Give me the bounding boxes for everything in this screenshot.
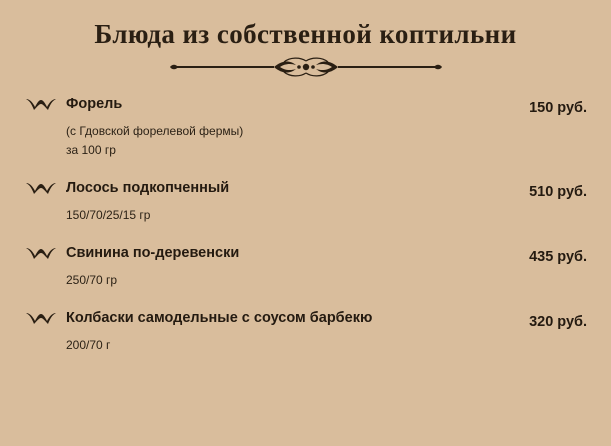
page-title: Блюда из собственной коптильни xyxy=(94,19,517,49)
flourish-divider-icon xyxy=(156,56,456,78)
bird-flourish-icon xyxy=(24,96,58,112)
menu-item-left xyxy=(22,245,239,261)
ornament-divider xyxy=(156,56,456,78)
menu-item-left xyxy=(22,310,372,326)
menu-item xyxy=(12,310,599,353)
menu-item-price: 510 руб. xyxy=(529,184,587,201)
menu-item-weight: 250/70 гр xyxy=(66,273,118,288)
bird-flourish-icon xyxy=(24,310,58,326)
menu-item-details xyxy=(66,337,589,353)
menu-item-price: 435 руб. xyxy=(529,249,587,266)
menu-item-left xyxy=(22,180,229,196)
menu-item-details xyxy=(66,272,589,288)
menu-item-row xyxy=(22,96,589,116)
menu-item xyxy=(12,96,599,158)
menu-item-row xyxy=(22,245,589,265)
menu-item xyxy=(12,245,599,288)
menu-item-left xyxy=(22,96,122,112)
menu-items-list xyxy=(12,96,599,354)
menu-item-weight: 150/70/25/15 гр xyxy=(66,208,151,223)
menu-item-name: Колбаски самодельные с соусом барбекю xyxy=(66,310,373,327)
menu-item-details xyxy=(66,207,589,223)
menu-item xyxy=(12,180,599,223)
menu-item-name: Лосось подкопченный xyxy=(66,180,230,197)
menu-item-note: (с Гдовской форелевой фермы) xyxy=(66,123,244,138)
menu-item-weight: 200/70 г xyxy=(66,338,111,353)
bird-flourish-icon xyxy=(24,245,58,261)
menu-item-weight: за 100 гр xyxy=(66,142,116,157)
menu-item-price: 320 руб. xyxy=(529,314,587,331)
menu-item-row xyxy=(22,310,589,330)
menu-item-price: 150 руб. xyxy=(529,99,587,116)
menu-item-name: Форель xyxy=(66,95,123,112)
menu-item-row xyxy=(22,180,589,200)
menu-item-name: Свинина по-деревенски xyxy=(66,245,240,262)
menu-item-details xyxy=(66,123,589,158)
bird-flourish-icon xyxy=(24,180,58,196)
